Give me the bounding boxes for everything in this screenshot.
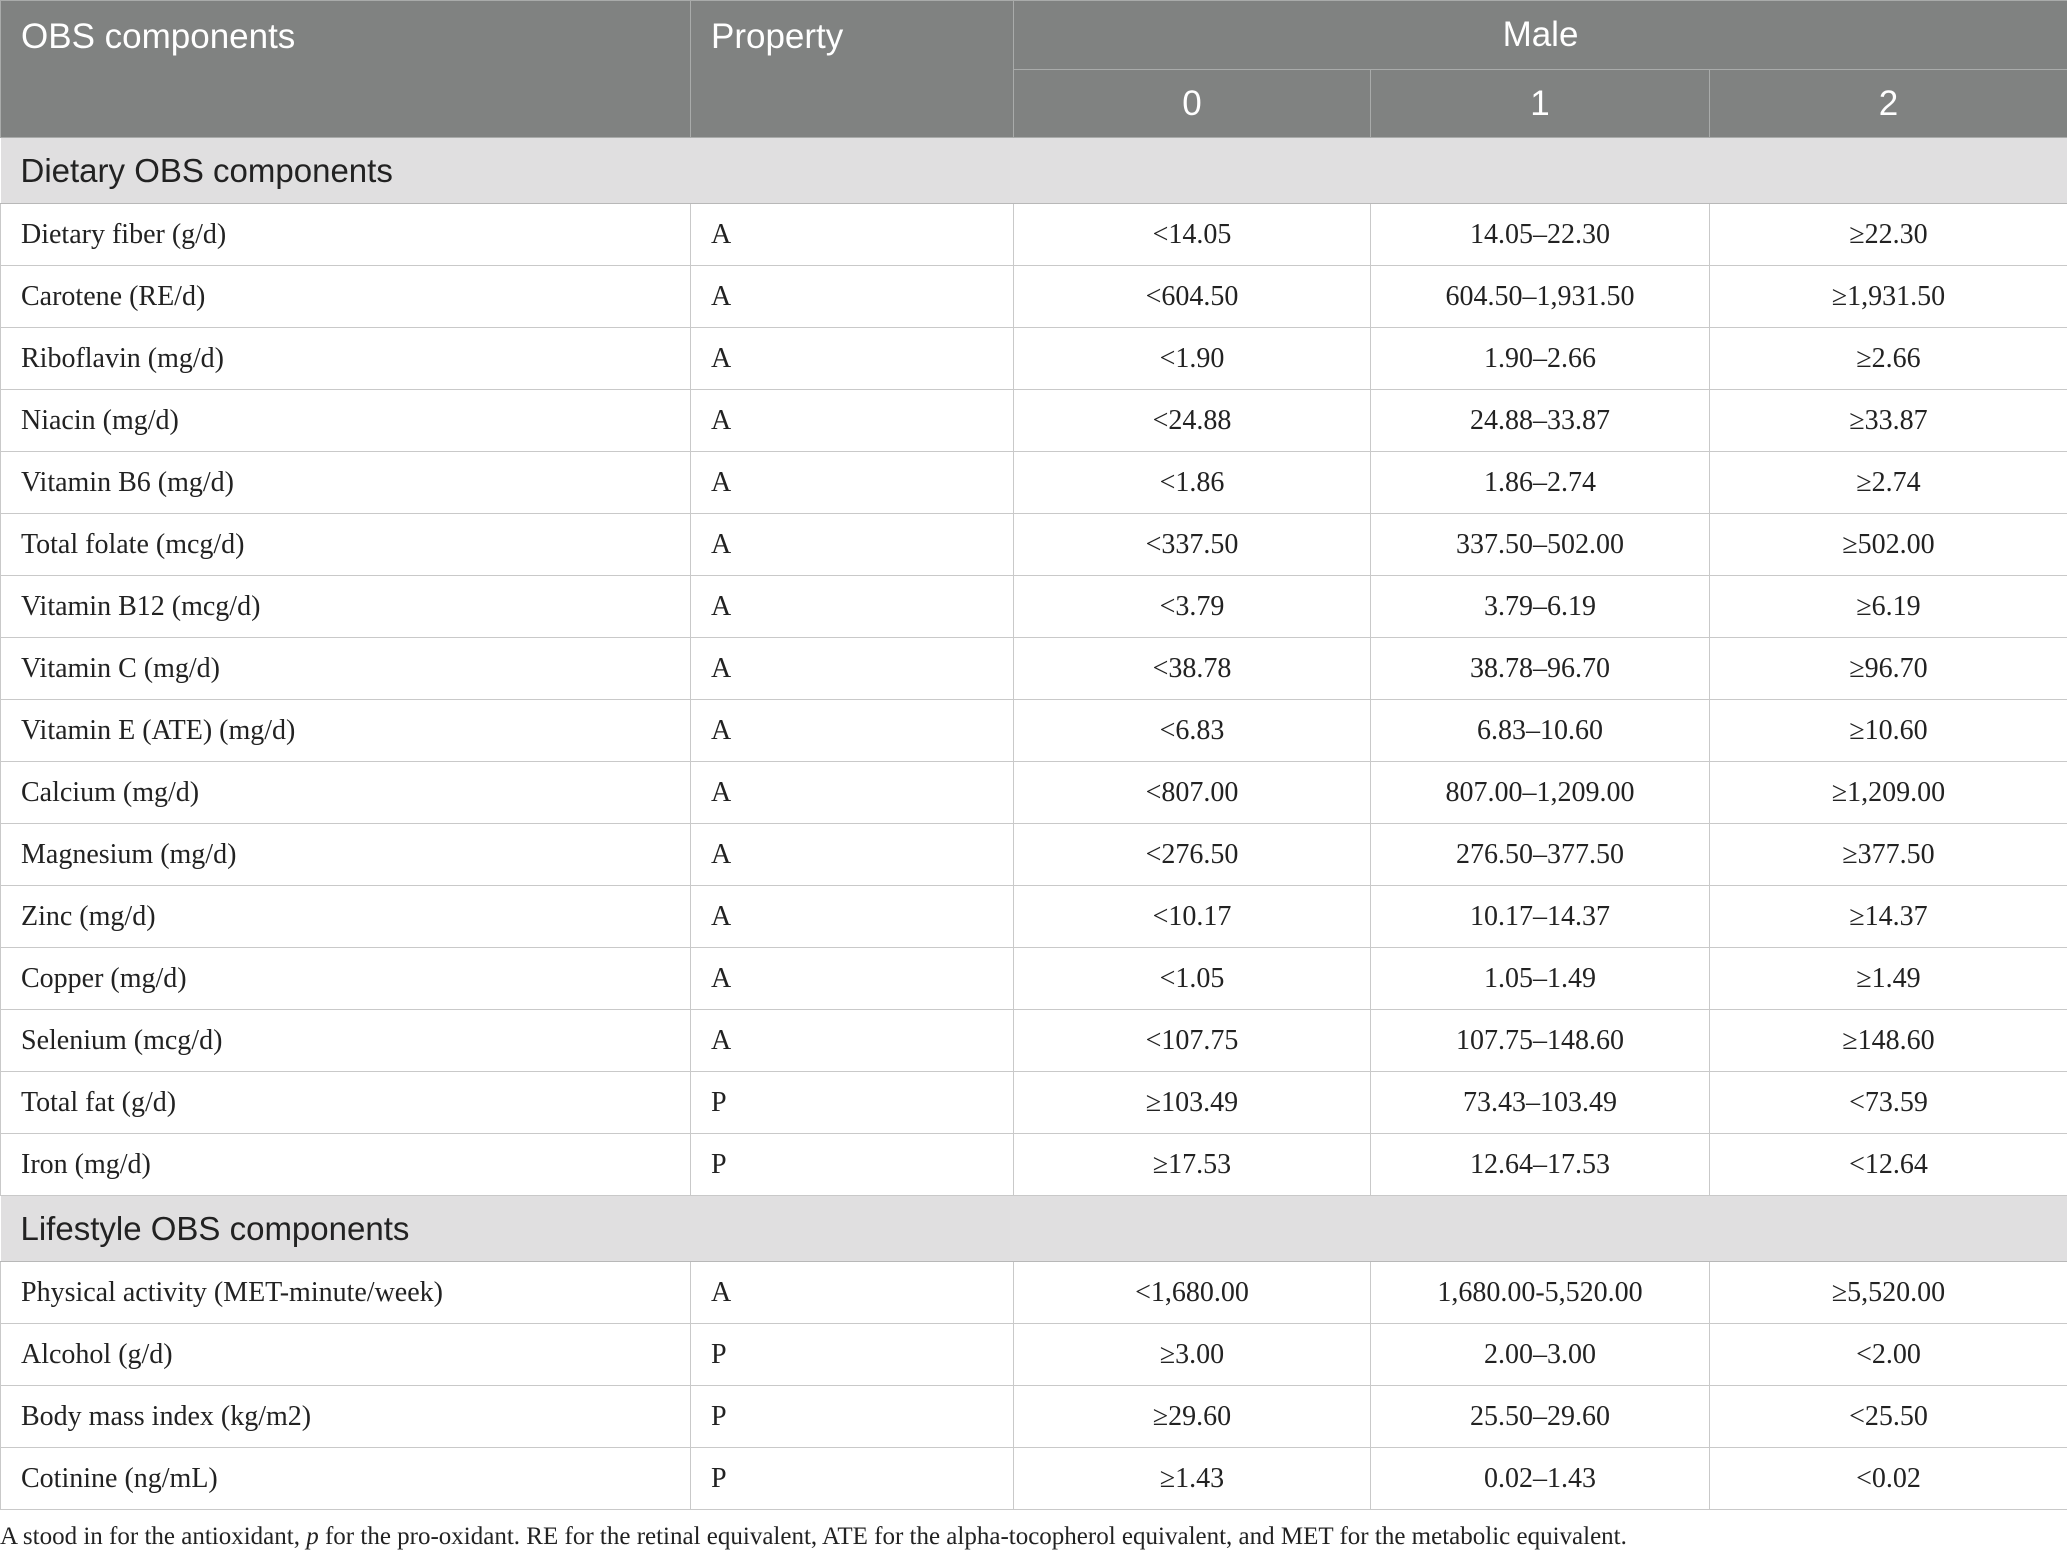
header-score-0: 0 (1014, 70, 1371, 138)
table-row (1, 1072, 2067, 1134)
score-2-cell: ≥1.49 (1710, 948, 2067, 1010)
score-1-cell: 107.75–148.60 (1371, 1010, 1710, 1072)
table-row (1, 514, 2067, 576)
score-0-cell: ≥29.60 (1014, 1386, 1371, 1448)
table-row (1, 638, 2067, 700)
score-0-cell: <3.79 (1014, 576, 1371, 638)
score-0-cell: <14.05 (1014, 204, 1371, 266)
score-0-cell: <337.50 (1014, 514, 1371, 576)
section-title: Dietary OBS components (1, 138, 2067, 204)
score-2-cell: ≥377.50 (1710, 824, 2067, 886)
score-1-cell: 12.64–17.53 (1371, 1134, 1710, 1196)
property-cell: A (691, 886, 1014, 948)
component-cell: Total fat (g/d) (1, 1072, 691, 1134)
score-1-cell: 2.00–3.00 (1371, 1324, 1710, 1386)
table-header (1, 1, 2067, 138)
score-1-cell: 25.50–29.60 (1371, 1386, 1710, 1448)
table-row (1, 700, 2067, 762)
component-cell: Physical activity (MET-minute/week) (1, 1262, 691, 1324)
component-cell: Zinc (mg/d) (1, 886, 691, 948)
component-cell: Cotinine (ng/mL) (1, 1448, 691, 1510)
score-1-cell: 24.88–33.87 (1371, 390, 1710, 452)
property-cell: A (691, 266, 1014, 328)
header-score-2: 2 (1710, 70, 2067, 138)
score-1-cell: 14.05–22.30 (1371, 204, 1710, 266)
score-2-cell: ≥502.00 (1710, 514, 2067, 576)
component-cell: Vitamin C (mg/d) (1, 638, 691, 700)
property-cell: A (691, 514, 1014, 576)
table-row (1, 204, 2067, 266)
property-cell: A (691, 824, 1014, 886)
score-2-cell: ≥148.60 (1710, 1010, 2067, 1072)
score-0-cell: <107.75 (1014, 1010, 1371, 1072)
score-0-cell: <24.88 (1014, 390, 1371, 452)
component-cell: Riboflavin (mg/d) (1, 328, 691, 390)
table-body (1, 138, 2067, 1510)
component-cell: Vitamin B6 (mg/d) (1, 452, 691, 514)
score-2-cell: ≥1,931.50 (1710, 266, 2067, 328)
section-row (1, 138, 2067, 204)
property-cell: A (691, 762, 1014, 824)
score-1-cell: 73.43–103.49 (1371, 1072, 1710, 1134)
component-cell: Iron (mg/d) (1, 1134, 691, 1196)
component-cell: Body mass index (kg/m2) (1, 1386, 691, 1448)
component-cell: Magnesium (mg/d) (1, 824, 691, 886)
property-cell: A (691, 948, 1014, 1010)
property-cell: A (691, 576, 1014, 638)
property-cell: A (691, 328, 1014, 390)
score-2-cell: ≥33.87 (1710, 390, 2067, 452)
score-1-cell: 6.83–10.60 (1371, 700, 1710, 762)
table-row (1, 1134, 2067, 1196)
score-2-cell: <0.02 (1710, 1448, 2067, 1510)
footnote-part2: for the pro-oxidant. RE for the retinal equivalent, ATE for the alpha-tocopherol equivalent, and MET for the metabolic equivalent. (318, 1523, 1627, 1550)
property-cell: P (691, 1448, 1014, 1510)
score-1-cell: 807.00–1,209.00 (1371, 762, 1710, 824)
score-1-cell: 10.17–14.37 (1371, 886, 1710, 948)
section-title: Lifestyle OBS components (1, 1196, 2067, 1262)
footnote-part1: A stood in for the antioxidant, (0, 1523, 307, 1550)
score-2-cell: ≥2.66 (1710, 328, 2067, 390)
property-cell: P (691, 1134, 1014, 1196)
property-cell: A (691, 1010, 1014, 1072)
score-0-cell: <1.90 (1014, 328, 1371, 390)
table-row (1, 452, 2067, 514)
property-cell: P (691, 1324, 1014, 1386)
component-cell: Total folate (mcg/d) (1, 514, 691, 576)
score-2-cell: ≥2.74 (1710, 452, 2067, 514)
property-cell: P (691, 1072, 1014, 1134)
table-row (1, 886, 2067, 948)
score-0-cell: ≥17.53 (1014, 1134, 1371, 1196)
score-2-cell: ≥5,520.00 (1710, 1262, 2067, 1324)
property-cell: A (691, 204, 1014, 266)
table-row (1, 328, 2067, 390)
score-0-cell: <1.05 (1014, 948, 1371, 1010)
property-cell: P (691, 1386, 1014, 1448)
score-0-cell: <807.00 (1014, 762, 1371, 824)
score-0-cell: <38.78 (1014, 638, 1371, 700)
score-1-cell: 38.78–96.70 (1371, 638, 1710, 700)
score-2-cell: <12.64 (1710, 1134, 2067, 1196)
table-row (1, 1010, 2067, 1072)
score-0-cell: ≥3.00 (1014, 1324, 1371, 1386)
score-2-cell: ≥10.60 (1710, 700, 2067, 762)
table-row (1, 266, 2067, 328)
component-cell: Alcohol (g/d) (1, 1324, 691, 1386)
component-cell: Vitamin B12 (mcg/d) (1, 576, 691, 638)
score-0-cell: ≥1.43 (1014, 1448, 1371, 1510)
footnote-italic: p (306, 1523, 319, 1550)
score-2-cell: <2.00 (1710, 1324, 2067, 1386)
score-2-cell: ≥6.19 (1710, 576, 2067, 638)
table-row (1, 762, 2067, 824)
score-1-cell: 276.50–377.50 (1371, 824, 1710, 886)
component-cell: Carotene (RE/d) (1, 266, 691, 328)
property-cell: A (691, 700, 1014, 762)
property-cell: A (691, 390, 1014, 452)
section-row (1, 1196, 2067, 1262)
table-row (1, 1262, 2067, 1324)
component-cell: Copper (mg/d) (1, 948, 691, 1010)
score-2-cell: ≥14.37 (1710, 886, 2067, 948)
score-1-cell: 3.79–6.19 (1371, 576, 1710, 638)
score-0-cell: <276.50 (1014, 824, 1371, 886)
score-0-cell: <604.50 (1014, 266, 1371, 328)
component-cell: Dietary fiber (g/d) (1, 204, 691, 266)
score-0-cell: <10.17 (1014, 886, 1371, 948)
table-row (1, 824, 2067, 886)
score-2-cell: <73.59 (1710, 1072, 2067, 1134)
component-cell: Calcium (mg/d) (1, 762, 691, 824)
property-cell: A (691, 452, 1014, 514)
property-cell: A (691, 1262, 1014, 1324)
score-1-cell: 604.50–1,931.50 (1371, 266, 1710, 328)
table-row (1, 1324, 2067, 1386)
table-row (1, 1386, 2067, 1448)
score-1-cell: 0.02–1.43 (1371, 1448, 1710, 1510)
property-cell: A (691, 638, 1014, 700)
score-2-cell: <25.50 (1710, 1386, 2067, 1448)
score-2-cell: ≥96.70 (1710, 638, 2067, 700)
score-0-cell: <1.86 (1014, 452, 1371, 514)
score-1-cell: 1.05–1.49 (1371, 948, 1710, 1010)
component-cell: Vitamin E (ATE) (mg/d) (1, 700, 691, 762)
header-score-1: 1 (1371, 70, 1710, 138)
table-row (1, 576, 2067, 638)
score-0-cell: <1,680.00 (1014, 1262, 1371, 1324)
score-1-cell: 1,680.00-5,520.00 (1371, 1262, 1710, 1324)
table-row (1, 948, 2067, 1010)
score-2-cell: ≥22.30 (1710, 204, 2067, 266)
header-group-male: Male (1014, 1, 2067, 70)
score-0-cell: <6.83 (1014, 700, 1371, 762)
header-property: Property (691, 1, 1014, 138)
score-0-cell: ≥103.49 (1014, 1072, 1371, 1134)
component-cell: Niacin (mg/d) (1, 390, 691, 452)
score-2-cell: ≥1,209.00 (1710, 762, 2067, 824)
score-1-cell: 337.50–502.00 (1371, 514, 1710, 576)
header-components: OBS components (1, 1, 691, 138)
table-row (1, 1448, 2067, 1510)
table-row (1, 390, 2067, 452)
score-1-cell: 1.86–2.74 (1371, 452, 1710, 514)
component-cell: Selenium (mcg/d) (1, 1010, 691, 1072)
table-footnote (0, 1523, 1627, 1551)
score-1-cell: 1.90–2.66 (1371, 328, 1710, 390)
